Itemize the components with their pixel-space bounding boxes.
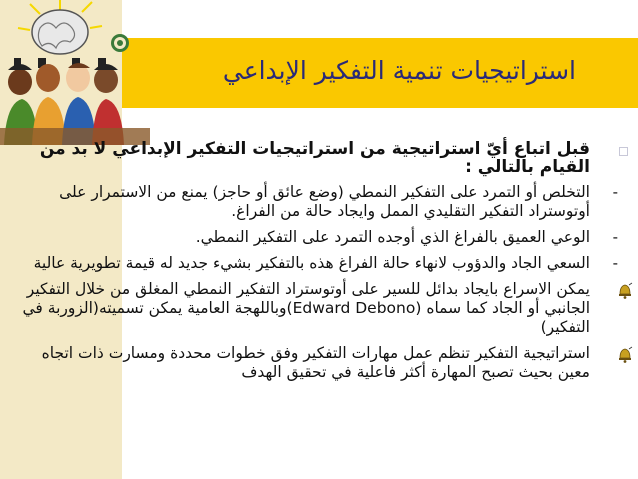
- heading-text: قبل اتباع أيّ استراتيجية من استراتيجيات التفكير الإبداعي لا بد من القيام بالتالي :: [39, 139, 590, 177]
- square-bullet-icon: [619, 147, 628, 156]
- dash-bullet: -: [612, 183, 618, 201]
- bell-bullet-icon: [616, 346, 634, 364]
- heading-item: [6, 140, 590, 176]
- people-brain-clipart: [0, 0, 150, 145]
- list-item-text: التخلص أو التمرد على التفكير النمطي (وضع عائق أو حاجز) يمنع من الاستمرار على أوتوستراد التفكير التقليدي الممل وايجاد حالة من الفراغ.: [59, 183, 590, 220]
- list-item: [6, 280, 590, 337]
- slide-title: استراتيجيات تنمية التفكير الإبداعي: [222, 56, 576, 85]
- list-item: [6, 183, 618, 221]
- list-item-text: السعي الجاد والدؤوب لانهاء حالة الفراغ هذه بالتفكير بشيء جديد له قيمة تطويرية عالية: [33, 254, 590, 272]
- bell-bullet-icon: [616, 282, 634, 300]
- list-item: [6, 344, 590, 382]
- dash-bullet: -: [612, 228, 618, 246]
- slide-content: [6, 139, 618, 389]
- list-item-text: يمكن الاسراع بايجاد بدائل للسير على أوتوستراد التفكير النمطي المغلق من خلال التفكير الجانبي أو الجاد كما سماه (Edward Debono)وباللهجة العامية يمكن تسميته(الزوربة في التفكير): [22, 280, 590, 336]
- list-item: [6, 228, 618, 247]
- list-item: [6, 254, 618, 273]
- list-item-text: الوعي العميق بالفراغ الذي أوجده التمرد على التفكير النمطي.: [195, 228, 590, 246]
- list-item-text: استراتيجية التفكير تنظم عمل مهارات التفكير وفق خطوات محددة ومسارت ذات اتجاه معين بحيث تصبح المهارة أكثر فاعلية في تحقيق الهدف: [41, 344, 590, 381]
- dash-bullet: -: [612, 254, 618, 272]
